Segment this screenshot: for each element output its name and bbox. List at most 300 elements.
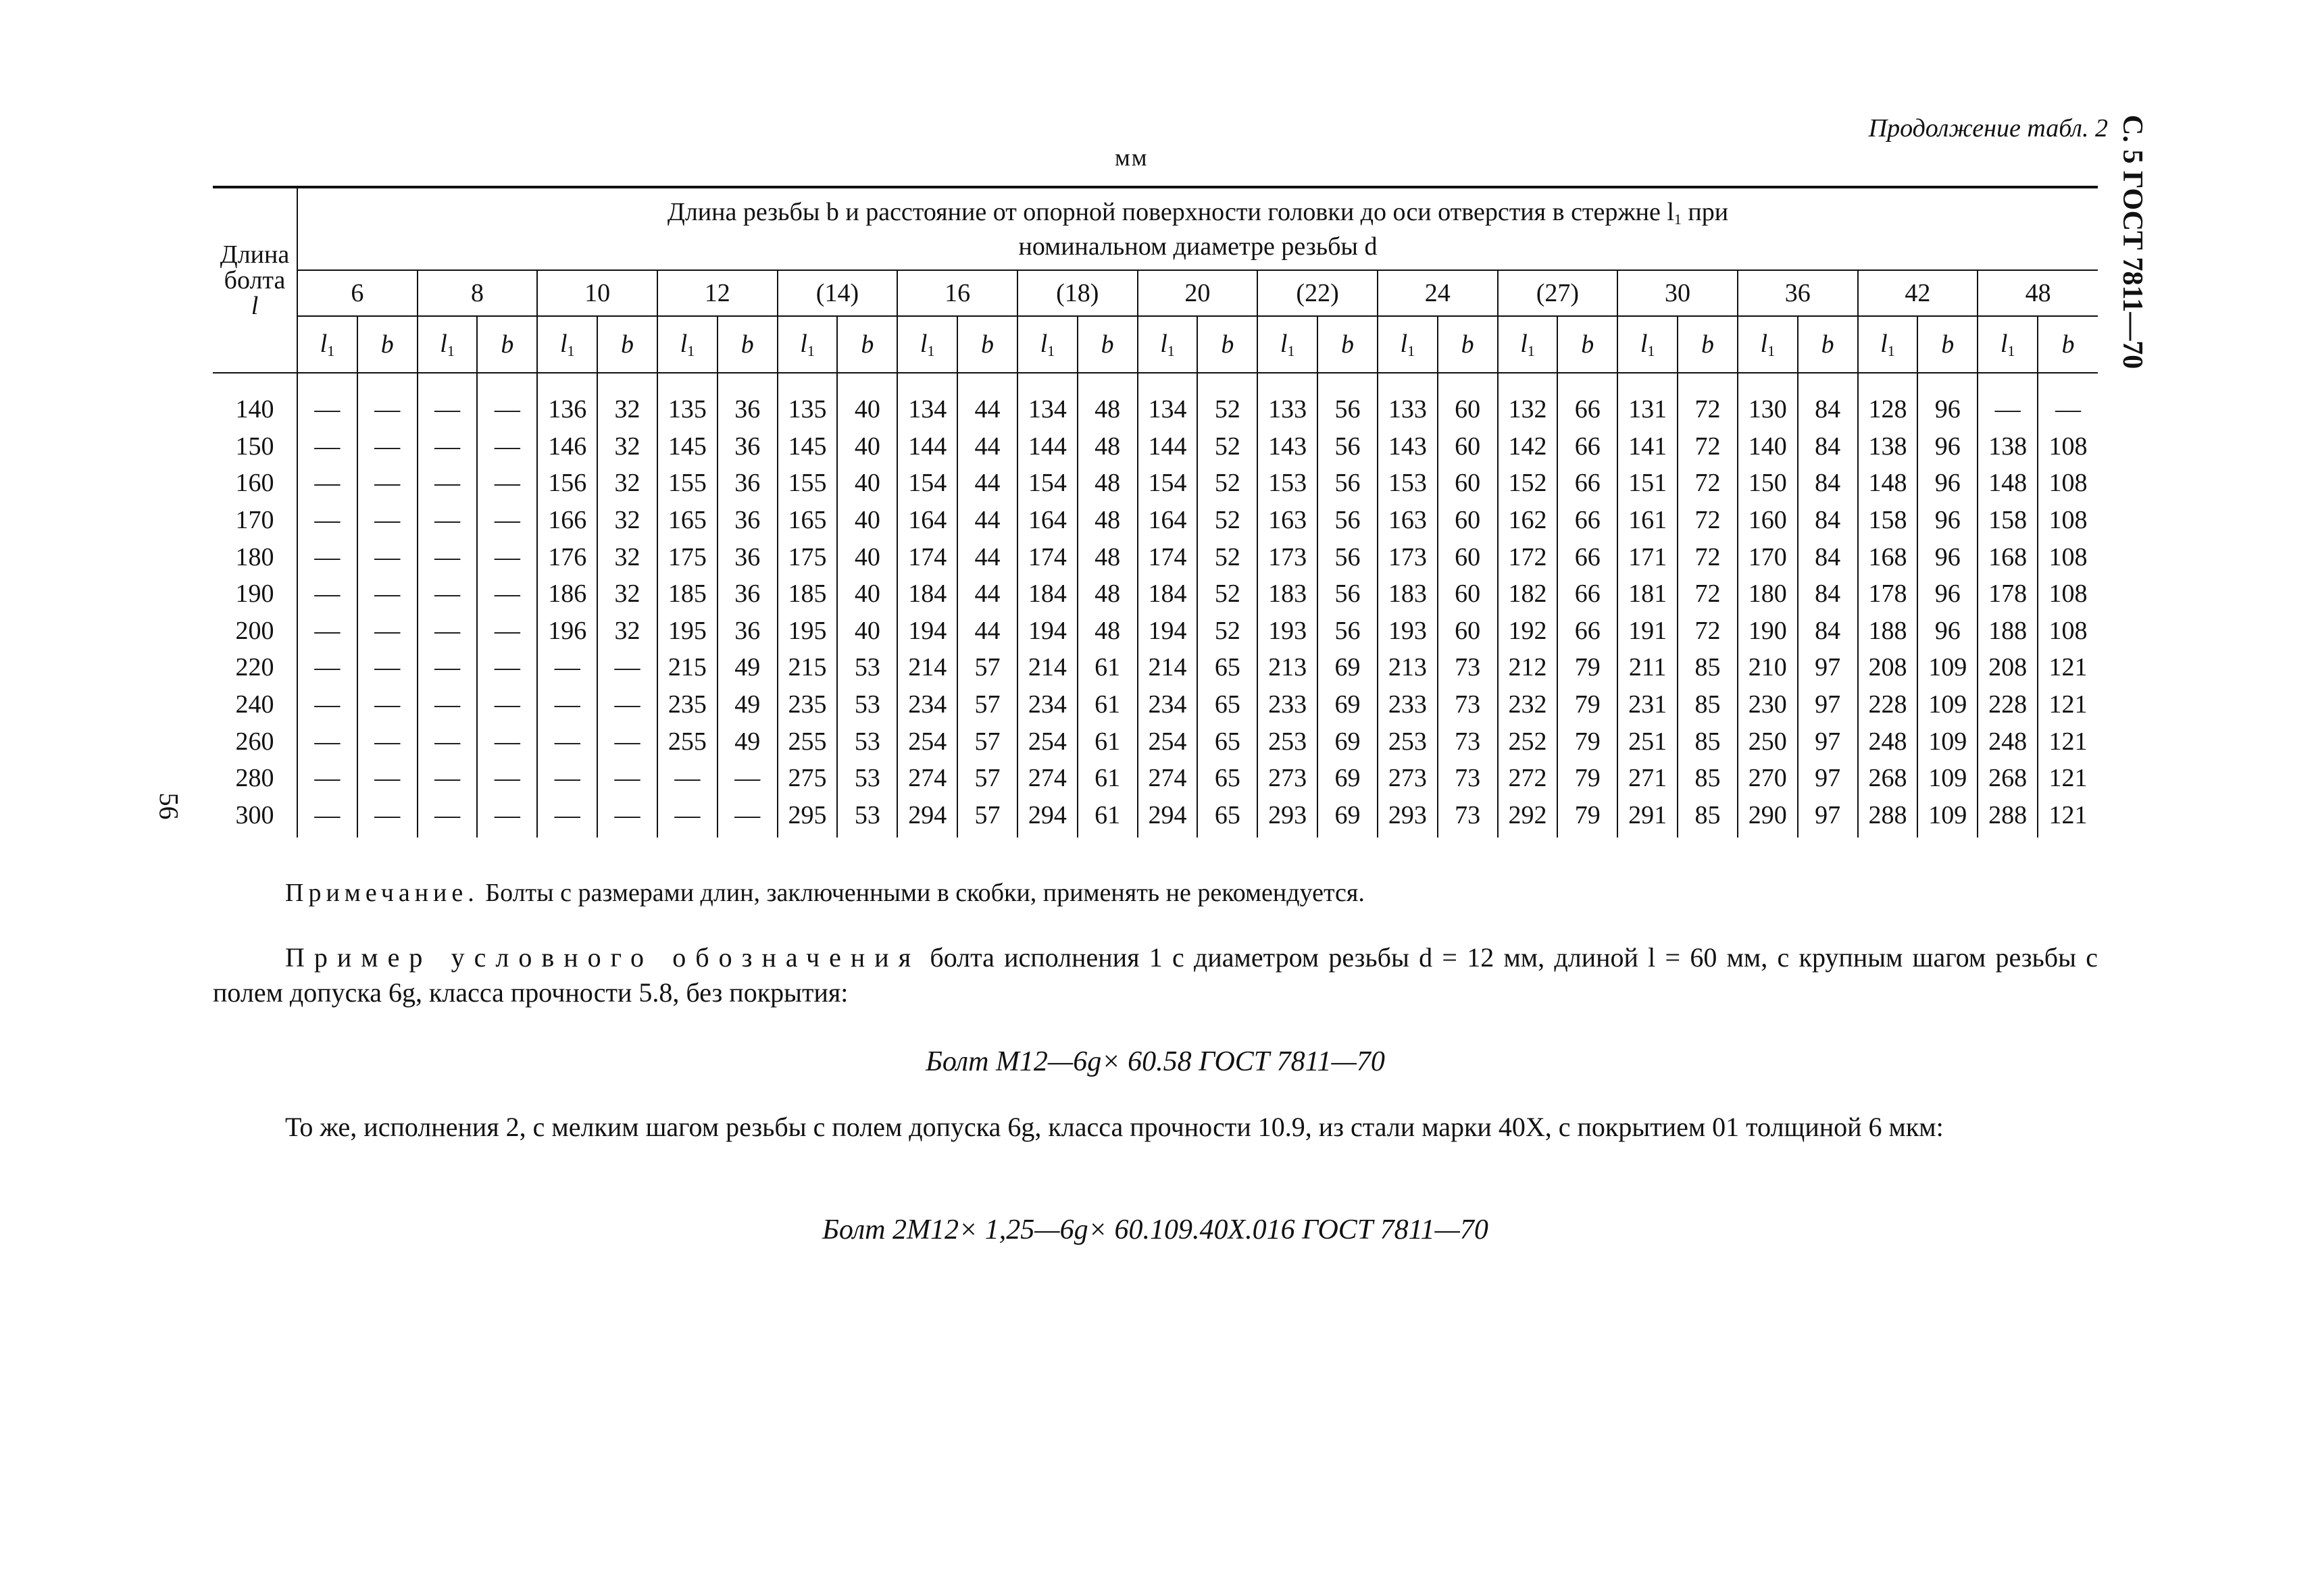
table-cell: 60 (1438, 502, 1498, 539)
table-cell: 69 (1317, 686, 1378, 723)
subheader-l1 (1378, 316, 1438, 373)
table-cell: 108 (2038, 575, 2098, 613)
table-cell: 108 (2038, 465, 2098, 502)
table-cell: 164 (1017, 502, 1078, 539)
table-cell: 128 (1858, 373, 1918, 428)
subheader-l1-index: 1 (447, 342, 455, 359)
subheader-l1-index: 1 (2007, 342, 2015, 359)
table-cell: 73 (1438, 760, 1498, 797)
table-cell: 36 (718, 373, 778, 428)
table-cell: 213 (1257, 649, 1317, 686)
table-cell: 136 (537, 373, 597, 428)
example-label: Пример условного обозначения (285, 942, 921, 973)
table-cell: 109 (1917, 760, 1978, 797)
table-cell: 96 (1917, 465, 1978, 502)
table-cell: 210 (1738, 649, 1798, 686)
table-cell: 288 (1858, 797, 1918, 838)
table-row (213, 502, 2098, 539)
table-cell: 97 (1798, 760, 1858, 797)
designation-example-2-paragraph: То же, исполнения 2, с мелким шагом резьбы с полем допуска 6g, класса прочности 10.9, из стали марки 40Х, с покрытием 01 толщиной 6 мкм: (285, 1112, 1944, 1142)
table-cell: 109 (1917, 649, 1978, 686)
diameter-header: 48 (1978, 270, 2098, 316)
table-cell: 108 (2038, 538, 2098, 575)
table-cell: 268 (1978, 760, 2038, 797)
table-cell: 36 (718, 613, 778, 650)
table-cell: 53 (837, 797, 897, 838)
table-cell: 79 (1557, 760, 1617, 797)
table-cell: 134 (1138, 373, 1198, 428)
table-cell: 141 (1617, 428, 1678, 465)
table-cell: 155 (657, 465, 718, 502)
table-row (213, 613, 2098, 650)
table-cell: 294 (897, 797, 957, 838)
table-cell: 154 (1017, 465, 1078, 502)
subheader-l1-symbol: l (1160, 330, 1167, 358)
diameter-header: 8 (418, 270, 538, 316)
table-cell: — (657, 760, 718, 797)
table-cell: — (297, 502, 357, 539)
table-cell: 214 (897, 649, 957, 686)
bolt-dimensions-table (213, 186, 2098, 838)
table-cell: 57 (957, 797, 1017, 838)
table-cell: — (297, 465, 357, 502)
table-cell: 178 (1858, 575, 1918, 613)
table-cell: 145 (657, 428, 718, 465)
table-cell: 165 (778, 502, 838, 539)
table-cell: — (357, 465, 418, 502)
table-cell: 84 (1798, 428, 1858, 465)
table-cell: 60 (1438, 428, 1498, 465)
table-cell: 79 (1557, 797, 1617, 838)
table-cell: 69 (1317, 797, 1378, 838)
table-cell: — (477, 428, 537, 465)
table-cell: 235 (657, 686, 718, 723)
table-cell: 235 (778, 686, 838, 723)
table-cell: 138 (1978, 428, 2038, 465)
table-cell: — (597, 686, 657, 723)
table-cell: 193 (1378, 613, 1438, 650)
subheader-l1-symbol: l (559, 330, 568, 358)
table-cell: 140 (1738, 428, 1798, 465)
table-cell: 208 (1978, 649, 2038, 686)
table-cell: — (1978, 373, 2038, 428)
table-cell: 254 (897, 723, 957, 760)
table-cell: — (357, 760, 418, 797)
table-cell: 66 (1557, 428, 1617, 465)
table-cell: 56 (1317, 575, 1378, 613)
table-cell: 84 (1798, 613, 1858, 650)
table-cell: — (537, 649, 597, 686)
row-header-symbol: l (251, 292, 259, 320)
subheader-l1 (418, 316, 478, 373)
table-cell: — (357, 502, 418, 539)
table-cell: 208 (1858, 649, 1918, 686)
table-cell: — (597, 797, 657, 838)
table-cell: 192 (1498, 613, 1558, 650)
table-cell: 195 (778, 613, 838, 650)
table-cell: 132 (1498, 373, 1558, 428)
table-cell: — (297, 797, 357, 838)
table-cell: 174 (1138, 538, 1198, 575)
table-cell: — (357, 723, 418, 760)
table-cell: 184 (1017, 575, 1078, 613)
table-continuation-label: Продолжение табл. 2 (1868, 114, 2108, 143)
table-cell: 52 (1197, 428, 1257, 465)
table-row (213, 373, 2098, 428)
table-cell: 85 (1678, 797, 1738, 838)
table-cell: 158 (1858, 502, 1918, 539)
table-cell: 165 (657, 502, 718, 539)
subheader-b: b (1438, 316, 1498, 373)
bolt-length-cell: 200 (235, 616, 274, 645)
table-cell: 293 (1257, 797, 1317, 838)
table-cell: 213 (1378, 649, 1438, 686)
page-number (155, 790, 196, 831)
subheader-l1 (1138, 316, 1198, 373)
subheader-b: b (1798, 316, 1858, 373)
table-cell: 133 (1257, 373, 1317, 428)
subheader-l1 (1978, 316, 2038, 373)
table-cell: 183 (1378, 575, 1438, 613)
table-cell: — (418, 575, 478, 613)
table-cell: 214 (1017, 649, 1078, 686)
table-cell: 174 (1017, 538, 1078, 575)
table-cell: — (418, 613, 478, 650)
span-header-text: Длина резьбы b и расстояние от опорной поверхности головки до оси отверстия в стержне l (667, 197, 1674, 226)
table-cell: 253 (1257, 723, 1317, 760)
subheader-l1-symbol: l (1040, 330, 1048, 358)
table-cell: 186 (537, 575, 597, 613)
subheader-b: b (597, 316, 657, 373)
subheader-b: b (1678, 316, 1738, 373)
table-cell: 291 (1617, 797, 1678, 838)
table-cell: 233 (1378, 686, 1438, 723)
table-cell: 85 (1678, 686, 1738, 723)
table-cell: 72 (1678, 502, 1738, 539)
table-cell: — (297, 428, 357, 465)
table-cell: 48 (1078, 465, 1138, 502)
table-cell: 32 (597, 538, 657, 575)
table-cell: 57 (957, 649, 1017, 686)
subheader-b: b (718, 316, 778, 373)
table-cell: 233 (1257, 686, 1317, 723)
table-cell: 108 (2038, 428, 2098, 465)
designation-example-paragraph (213, 940, 2098, 1010)
subheader-l1-symbol: l (920, 330, 928, 358)
diameter-header: (18) (1017, 270, 1138, 316)
table-cell: 175 (657, 538, 718, 575)
table-cell: — (597, 723, 657, 760)
subheader-l1-index: 1 (687, 342, 695, 359)
table-cell: 32 (597, 373, 657, 428)
table-row (213, 575, 2098, 613)
table-cell: — (357, 373, 418, 428)
span-header (297, 187, 2098, 270)
table-cell: — (477, 502, 537, 539)
table-cell: 121 (2038, 723, 2098, 760)
table-cell: — (418, 723, 478, 760)
table-cell: — (537, 686, 597, 723)
table-cell: 182 (1498, 575, 1558, 613)
table-cell: 73 (1438, 649, 1498, 686)
table-cell: 185 (657, 575, 718, 613)
table-cell: 72 (1678, 538, 1738, 575)
table-cell: 57 (957, 686, 1017, 723)
note-text: Болты с размерами длин, заключенными в скобки, применять не рекомендуется. (478, 879, 1365, 907)
table-cell: 228 (1858, 686, 1918, 723)
table-cell: 44 (957, 502, 1017, 539)
subheader-l1-index: 1 (1647, 342, 1655, 359)
table-cell: 234 (1138, 686, 1198, 723)
table-cell: 254 (1138, 723, 1198, 760)
table-cell: 79 (1557, 723, 1617, 760)
row-header-line1: Длина (220, 240, 290, 269)
diameter-header: 30 (1617, 270, 1738, 316)
bolt-length-cell: 280 (235, 764, 274, 793)
table-cell: — (418, 373, 478, 428)
table-cell: — (477, 723, 537, 760)
table-cell: 52 (1197, 502, 1257, 539)
table-cell: 270 (1738, 760, 1798, 797)
subheader-b: b (837, 316, 897, 373)
table-cell: 148 (1858, 465, 1918, 502)
table-cell: 109 (1917, 686, 1978, 723)
table-cell: 248 (1978, 723, 2038, 760)
subheader-l1-index: 1 (1287, 342, 1295, 359)
diameter-header: 12 (657, 270, 778, 316)
table-cell: — (418, 760, 478, 797)
bolt-length-cell: 140 (235, 395, 274, 424)
table-cell: — (718, 797, 778, 838)
table-cell: 108 (2038, 613, 2098, 650)
bolt-length-cell: 180 (235, 542, 274, 571)
span-header-subscript: 1 (1674, 210, 1682, 228)
subheader-b: b (2038, 316, 2098, 373)
table-cell: 254 (1017, 723, 1078, 760)
table-cell: 131 (1617, 373, 1678, 428)
subheader-b: b (1557, 316, 1617, 373)
table-cell: 146 (537, 428, 597, 465)
table-row (213, 538, 2098, 575)
table-cell: 44 (957, 538, 1017, 575)
table-cell: 44 (957, 428, 1017, 465)
table-cell: 273 (1378, 760, 1438, 797)
table-cell: 66 (1557, 465, 1617, 502)
table-cell: 164 (1138, 502, 1198, 539)
table-cell: 144 (1017, 428, 1078, 465)
table-cell: 164 (897, 502, 957, 539)
table-cell: 69 (1317, 760, 1378, 797)
table-cell: — (357, 613, 418, 650)
table-cell: 293 (1378, 797, 1438, 838)
note-label: Примечание. (285, 879, 479, 907)
table-cell: 253 (1378, 723, 1438, 760)
table-cell: 272 (1498, 760, 1558, 797)
table-cell: 48 (1078, 502, 1138, 539)
table-cell: 178 (1978, 575, 2038, 613)
table-note (285, 878, 1365, 908)
designation-example-1: Болт М12—6g× 60.58 ГОСТ 7811—70 (926, 1046, 1385, 1077)
table-cell: 142 (1498, 428, 1558, 465)
table-cell: 44 (957, 575, 1017, 613)
table-cell: — (477, 373, 537, 428)
table-cell: 168 (1978, 538, 2038, 575)
table-cell: 48 (1078, 613, 1138, 650)
table-cell: 214 (1138, 649, 1198, 686)
table-cell: 52 (1197, 613, 1257, 650)
table-cell: 97 (1798, 686, 1858, 723)
table-cell: — (357, 686, 418, 723)
table-cell: 138 (1858, 428, 1918, 465)
table-cell: 85 (1678, 723, 1738, 760)
subheader-b: b (1078, 316, 1138, 373)
table-cell: 48 (1078, 538, 1138, 575)
table-cell: 185 (778, 575, 838, 613)
diameter-header: 20 (1138, 270, 1258, 316)
table-cell: — (418, 428, 478, 465)
table-cell: 40 (837, 575, 897, 613)
table-row (213, 760, 2098, 797)
table-cell: 66 (1557, 502, 1617, 539)
table-row (213, 428, 2098, 465)
table-cell: 36 (718, 428, 778, 465)
table-cell: — (357, 538, 418, 575)
table-cell: 145 (778, 428, 838, 465)
table-cell: 56 (1317, 538, 1378, 575)
table-cell: 135 (657, 373, 718, 428)
table-cell: 61 (1078, 686, 1138, 723)
table-cell: 52 (1197, 373, 1257, 428)
table-cell: — (477, 649, 537, 686)
table-cell: 69 (1317, 649, 1378, 686)
table-cell: 60 (1438, 575, 1498, 613)
table-row (213, 686, 2098, 723)
table-cell: 72 (1678, 428, 1738, 465)
subheader-l1 (897, 316, 957, 373)
table-cell: 53 (837, 760, 897, 797)
table-cell: — (718, 760, 778, 797)
table-cell: — (297, 538, 357, 575)
table-cell: 173 (1378, 538, 1438, 575)
table-cell: 65 (1197, 686, 1257, 723)
diameter-header: 24 (1378, 270, 1498, 316)
subheader-l1 (297, 316, 357, 373)
table-cell: 32 (597, 613, 657, 650)
table-cell: 143 (1378, 428, 1438, 465)
table-cell: 158 (1978, 502, 2038, 539)
table-cell: 61 (1078, 723, 1138, 760)
table-cell: 40 (837, 465, 897, 502)
standard-side-mark (2101, 115, 2196, 426)
bolt-length-cell: 220 (235, 653, 274, 682)
subheader-l1-symbol: l (440, 330, 447, 358)
table-cell: 215 (657, 649, 718, 686)
table-cell: — (357, 649, 418, 686)
table-cell: 36 (718, 465, 778, 502)
table-cell: 65 (1197, 723, 1257, 760)
table-cell: 274 (897, 760, 957, 797)
table-cell: 57 (957, 760, 1017, 797)
table-cell: 36 (718, 538, 778, 575)
table-cell: 40 (837, 613, 897, 650)
table-cell: 108 (2038, 502, 2098, 539)
table-cell: 84 (1798, 465, 1858, 502)
table-cell: 65 (1197, 649, 1257, 686)
subheader-l1 (1498, 316, 1558, 373)
table-cell: 248 (1858, 723, 1918, 760)
table-cell: 130 (1738, 373, 1798, 428)
table-cell: 72 (1678, 465, 1738, 502)
table-cell: 273 (1257, 760, 1317, 797)
table-cell: — (477, 686, 537, 723)
table-cell: 194 (897, 613, 957, 650)
table-cell: 144 (1138, 428, 1198, 465)
subheader-l1-index: 1 (1527, 342, 1535, 359)
table-cell: 40 (837, 373, 897, 428)
table-cell: — (537, 797, 597, 838)
table-cell: 251 (1617, 723, 1678, 760)
table-cell: 57 (957, 723, 1017, 760)
table-cell: 96 (1917, 575, 1978, 613)
table-cell: 193 (1257, 613, 1317, 650)
table-cell: 252 (1498, 723, 1558, 760)
table-cell: — (297, 373, 357, 428)
table-cell: 211 (1617, 649, 1678, 686)
table-cell: 156 (537, 465, 597, 502)
table-cell: 40 (837, 538, 897, 575)
table-cell: 255 (657, 723, 718, 760)
table-cell: 250 (1738, 723, 1798, 760)
table-cell: 196 (537, 613, 597, 650)
diameter-header: 16 (897, 270, 1017, 316)
table-cell: 96 (1917, 373, 1978, 428)
table-cell: 32 (597, 575, 657, 613)
table-cell: 53 (837, 723, 897, 760)
subheader-l1 (537, 316, 597, 373)
table-cell: — (2038, 373, 2098, 428)
table-cell: 135 (778, 373, 838, 428)
subheader-l1-index: 1 (1047, 342, 1055, 359)
table-cell: — (477, 538, 537, 575)
subheader-l1-index: 1 (1167, 342, 1175, 359)
table-cell: 190 (1738, 613, 1798, 650)
subheader-l1 (1738, 316, 1798, 373)
table-cell: — (297, 649, 357, 686)
table-cell: — (537, 723, 597, 760)
table-row (213, 649, 2098, 686)
table-cell: 166 (537, 502, 597, 539)
table-cell: 44 (957, 613, 1017, 650)
bolt-length-cell: 160 (235, 469, 274, 498)
table-cell: 274 (1017, 760, 1078, 797)
table-cell: 52 (1197, 575, 1257, 613)
table-cell: 161 (1617, 502, 1678, 539)
table-cell: 134 (1017, 373, 1078, 428)
table-cell: 32 (597, 502, 657, 539)
table-cell: 65 (1197, 760, 1257, 797)
diameter-header: 10 (537, 270, 657, 316)
table-cell: 60 (1438, 373, 1498, 428)
table-cell: — (418, 538, 478, 575)
table-cell: 121 (2038, 760, 2098, 797)
subheader-b: b (1317, 316, 1378, 373)
table-cell: 173 (1257, 538, 1317, 575)
table-cell: 44 (957, 373, 1017, 428)
side-mark-text: С. 5 ГОСТ 7811—70 (2117, 115, 2148, 369)
table-cell: 60 (1438, 465, 1498, 502)
table-cell: 53 (837, 686, 897, 723)
table-cell: 188 (1858, 613, 1918, 650)
